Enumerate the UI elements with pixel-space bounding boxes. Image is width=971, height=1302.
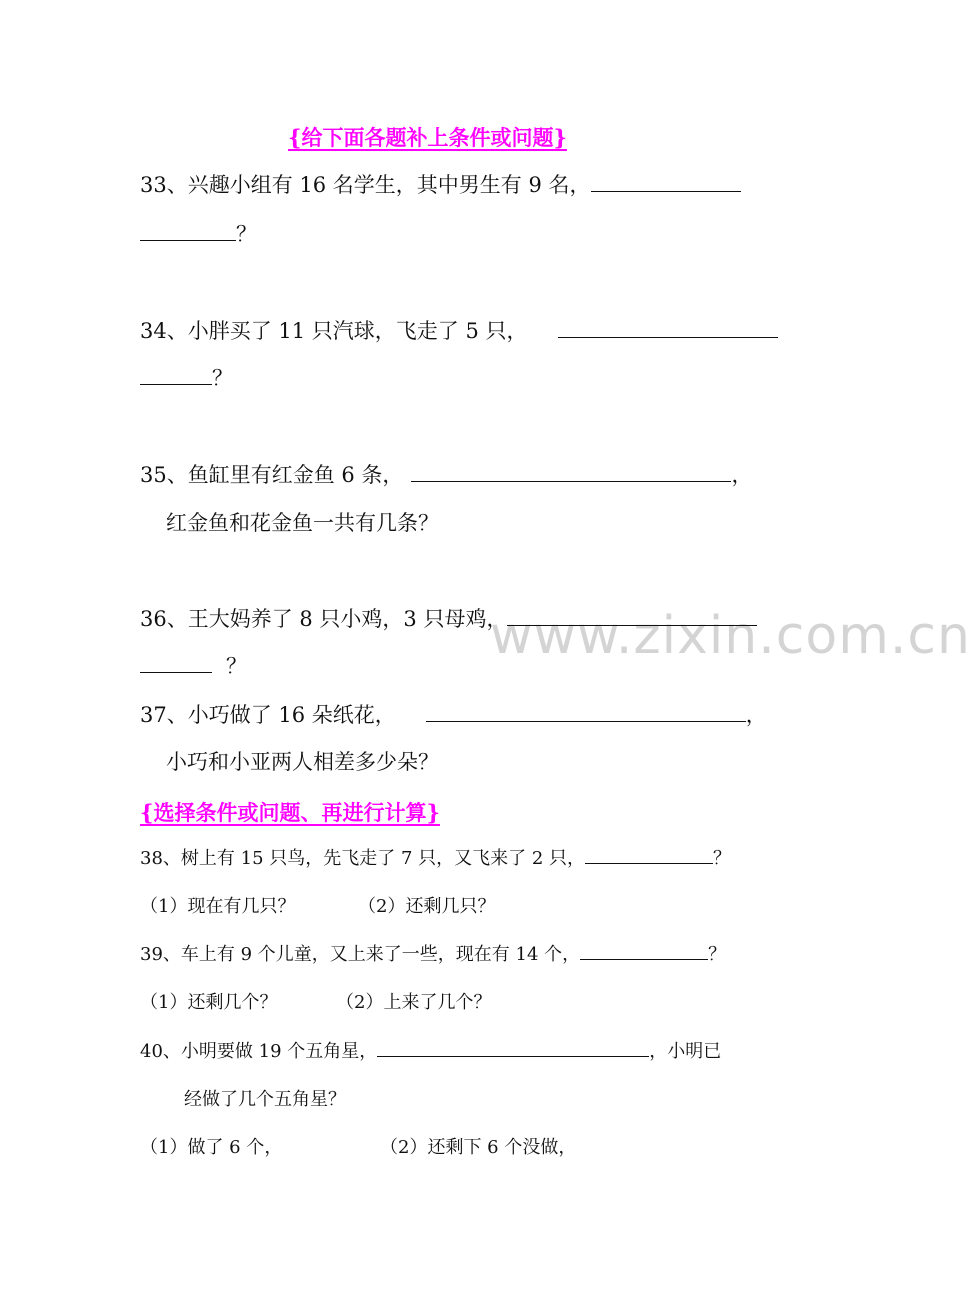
- answer-blank[interactable]: [585, 862, 713, 864]
- question-37-text: 37、小巧做了 16 朵纸花，: [140, 703, 396, 727]
- watermark: www.zixin.com.cn: [490, 606, 971, 666]
- question-mark: ？: [708, 944, 727, 965]
- question-36: [140, 609, 757, 630]
- question-40-option-2[interactable]: （2）还剩下 6 个没做，: [380, 1137, 577, 1158]
- question-38: [140, 850, 731, 868]
- question-33-line2: [140, 224, 257, 245]
- answer-blank[interactable]: [426, 720, 746, 722]
- question-34: [140, 321, 778, 342]
- question-39-option-2[interactable]: （2）上来了几个？: [336, 992, 492, 1013]
- comma: ，: [731, 463, 753, 487]
- answer-blank[interactable]: [377, 1055, 649, 1057]
- section-title-fill-conditions: {给下面各题补上条件或问题}: [288, 125, 568, 150]
- question-40-option-1[interactable]: （1）做了 6 个，: [140, 1137, 283, 1158]
- section-title-choose-and-calculate: {选择条件或问题、再进行计算}: [140, 800, 441, 825]
- question-34-text: 34、小胖买了 11 只汽球，飞走了 5 只，: [140, 319, 528, 343]
- question-mark: ？: [236, 222, 257, 246]
- question-38-option-1[interactable]: （1）现在有几只？: [140, 896, 296, 917]
- question-35: [140, 465, 752, 486]
- answer-blank[interactable]: [140, 671, 212, 673]
- answer-blank[interactable]: [140, 239, 236, 241]
- question-37-line2: 小巧和小亚两人相差多少朵？: [166, 750, 439, 774]
- question-mark: ？: [212, 366, 233, 390]
- question-33-text: 33、兴趣小组有 16 名学生，其中男生有 9 名，: [140, 173, 591, 197]
- question-40-text-after: ，小明已: [649, 1041, 722, 1062]
- question-35-line2: 红金鱼和花金鱼一共有几条？: [166, 511, 439, 535]
- answer-blank[interactable]: [580, 958, 708, 960]
- question-39-option-1[interactable]: （1）还剩几个？: [140, 992, 278, 1013]
- question-36-line2: [140, 656, 247, 677]
- question-37: [140, 705, 767, 726]
- answer-blank[interactable]: [140, 383, 212, 385]
- question-40-line2: 经做了几个五角星？: [184, 1089, 346, 1110]
- answer-blank[interactable]: [591, 190, 741, 192]
- answer-blank[interactable]: [411, 480, 731, 482]
- question-34-line2: [140, 368, 233, 389]
- question-40-text: 40、小明要做 19 个五角星，: [140, 1041, 378, 1062]
- answer-blank[interactable]: [558, 336, 778, 338]
- question-40: [140, 1043, 721, 1061]
- question-35-text: 35、鱼缸里有红金鱼 6 条，: [140, 463, 404, 487]
- question-38-option-2[interactable]: （2）还剩几只？: [358, 896, 496, 917]
- question-mark: ？: [226, 654, 247, 678]
- question-39: [140, 946, 726, 964]
- question-mark: ？: [713, 848, 732, 869]
- question-39-text: 39、车上有 9 个儿童，又上来了一些，现在有 14 个，: [140, 944, 581, 965]
- answer-blank[interactable]: [507, 624, 757, 626]
- comma: ，: [745, 703, 767, 727]
- question-33: [140, 175, 741, 196]
- question-38-text: 38、树上有 15 只鸟，先飞走了 7 只，又飞来了 2 只，: [140, 848, 586, 869]
- question-36-text: 36、王大妈养了 8 只小鸡，3 只母鸡，: [140, 607, 508, 631]
